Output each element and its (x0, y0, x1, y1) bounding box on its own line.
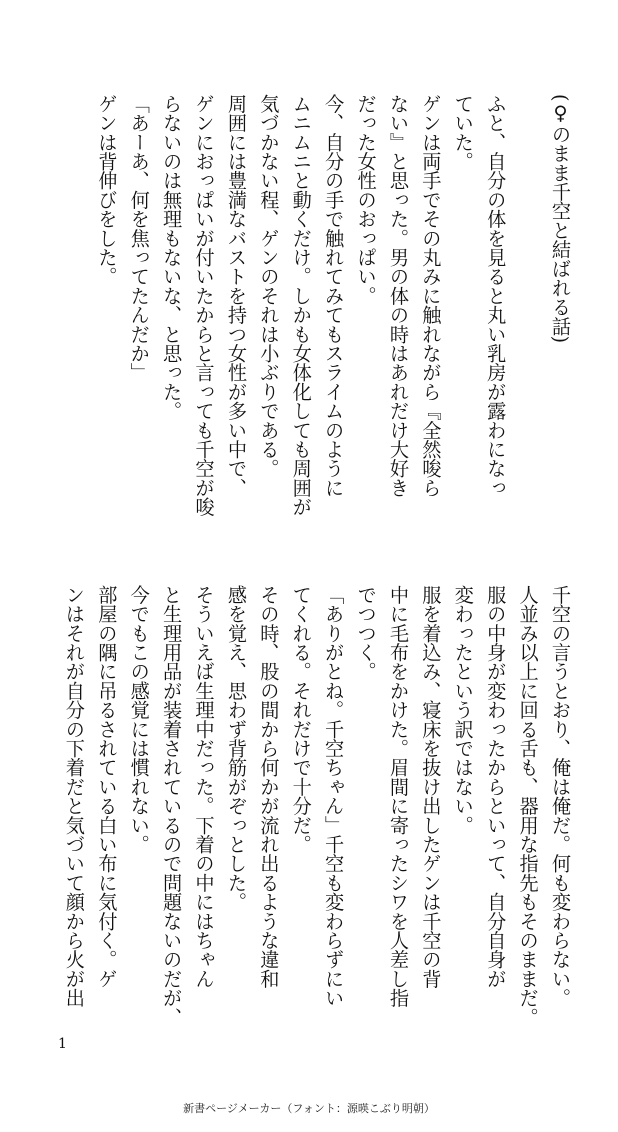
text-line: ンはそれが自分の下着だと気づいて顔から火が出 (62, 585, 86, 1008)
text-line: ゲンにおっぱいが付いたからと言っても千空が唆 (192, 94, 216, 517)
text-line: 中に毛布をかけた。眉間に寄ったシワを人差し指 (386, 585, 410, 1008)
text-line: 人並み以上に回る舌も、器用な指先もそのままだ。 (516, 585, 540, 1027)
text-line: ゲンは背伸びをした。 (95, 94, 119, 286)
text-line: 今、自分の手で触れてみてもスライムのように (322, 94, 346, 498)
text-line: ゲンは両手でその丸みに触れながら『全然唆ら (419, 94, 443, 498)
text-line: 部屋の隅に吊るされている白い布に気付く。ゲ (95, 585, 119, 989)
text-line: だった女性のおっぱい。 (354, 94, 378, 306)
footer-credit: 新書ページメーカー（フォント：源暎こぶり明朝） (183, 1102, 435, 1115)
text-line: ムニムニと動くだけ。しかも女体化しても周囲が (289, 94, 313, 517)
text-line: 周囲には豊満なバストを持つ女性が多い中で、 (224, 94, 248, 498)
text-line: その時、股の間から何かが流れ出るような違和 (257, 585, 281, 989)
text-line: らないのは無理もないな、と思った。 (160, 94, 184, 421)
text-line: 変わったという訳ではない。 (451, 585, 475, 835)
text-line: 感を覚え、思わず背筋がぞっとした。 (224, 585, 248, 912)
page-number: 1 (58, 1036, 67, 1052)
text-line: と生理用品が装着されているので問題ないのだが、 (160, 585, 184, 1027)
vertical-text-block-bottom (36, 585, 576, 1025)
text-line: ていた。 (451, 94, 475, 171)
text-line: 千空の言うとおり、俺は俺だ。何も変わらない。 (549, 585, 572, 1008)
vertical-text-block-top (36, 94, 576, 534)
text-line: 今でもこの感覚には慣れない。 (127, 585, 151, 854)
text-line: 「あーあ、何を焦ってたんだか」 (127, 94, 151, 382)
text-line: 「ありがとね。千空ちゃん」千空も変わらずにい (322, 585, 346, 1008)
text-line: ふと、自分の体を見ると丸い乳房が露わになっ (484, 94, 508, 498)
text-line: 服の中身が変わったからといって、自分自身が (484, 585, 508, 989)
text-line: てくれる。それだけで十分だ。 (289, 585, 313, 854)
text-line: そういえば生理中だった。下着の中にはちゃん (192, 585, 216, 989)
text-line: 気づかない程、ゲンのそれは小ぶりである。 (257, 94, 281, 478)
blank-line (511, 94, 543, 534)
text-line: ない』と思った。男の体の時はあれだけ大好き (386, 94, 410, 498)
story-title: (♀のまま千空と結ばれる話) (549, 94, 572, 344)
text-line: でつつく。 (354, 585, 378, 681)
text-line: 服を着込み、寝床を抜け出したゲンは千空の背 (419, 585, 443, 989)
